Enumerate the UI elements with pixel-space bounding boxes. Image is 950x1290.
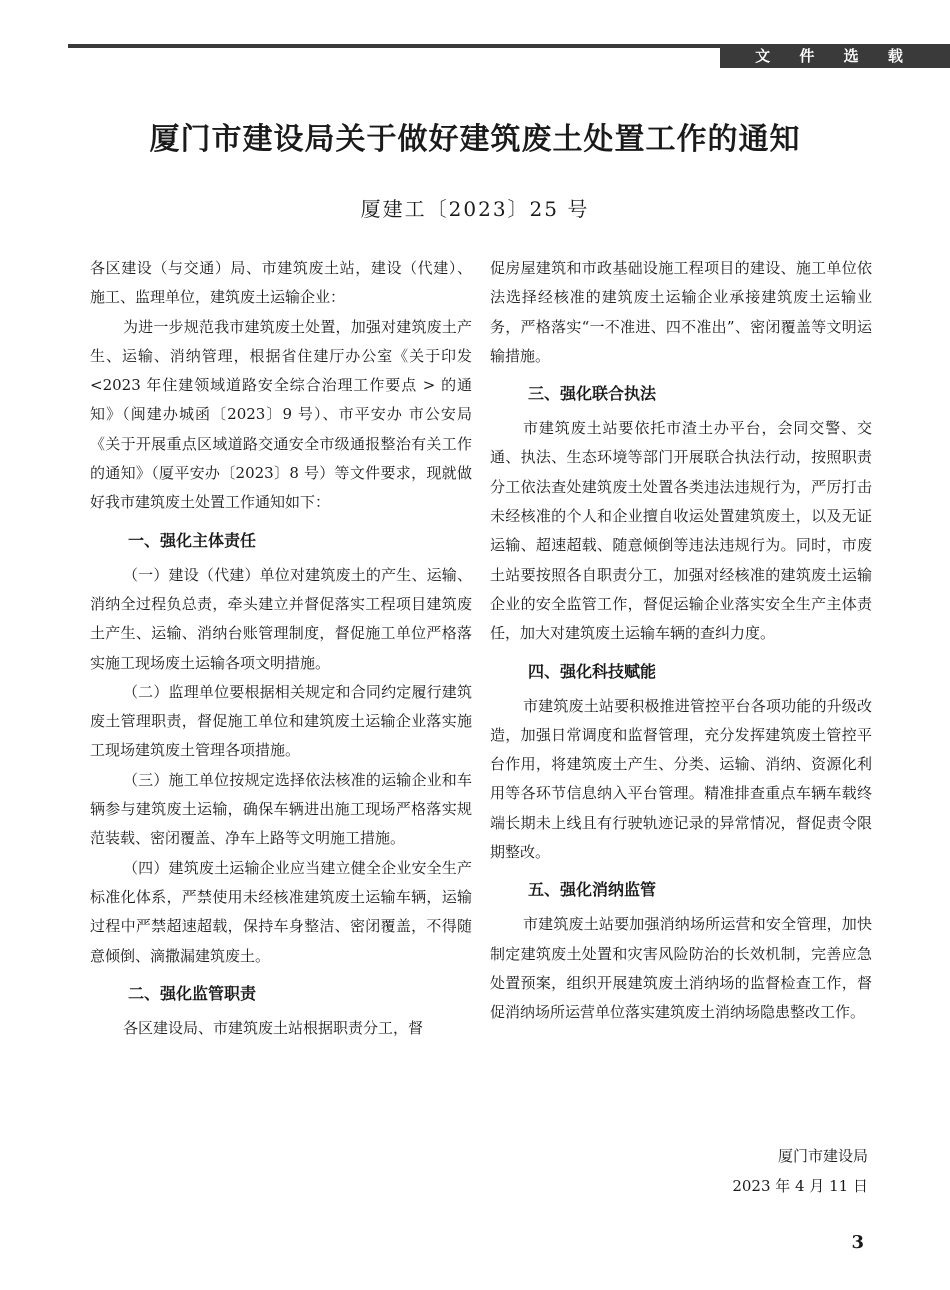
paragraph: （一）建设（代建）单位对建筑废土的产生、运输、消纳全过程负总责，牵头建立并督促落实工程项目建筑废土产生、运输、消纳台账管理制度，督促施工单位严格落实施工现场废土运输各项文明措施。 (90, 565, 472, 672)
section-heading-3: 三、强化联合执法 (528, 384, 657, 404)
section-heading-4: 四、强化科技赋能 (528, 661, 657, 681)
signature-organization: 厦门市建设局 (777, 1147, 868, 1165)
page-title: 厦门市建设局关于做好建筑废土处置工作的通知 (149, 122, 801, 157)
section-heading-5: 五、强化消纳监管 (528, 880, 657, 900)
paragraph: （三）施工单位按规定选择依法核准的运输企业和车辆参与建筑废土运输，确保车辆进出施工现场严格落实规范装载、密闭覆盖、净车上路等文明施工措施。 (90, 770, 472, 848)
section-heading-2: 二、强化监管职责 (128, 983, 257, 1003)
signature-date: 2023 年 4 月 11 日 (732, 1177, 868, 1195)
page-number: 3 (851, 1232, 864, 1253)
paragraph: 市建筑废土站要积极推进管控平台各项功能的升级改造，加强日常调度和监督管理，充分发挥建筑废土管控平台作用，将建筑废土产生、分类、运输、消纳、资源化利用等各环节信息纳入平台管理。精准排查重点车辆车载终端长期未上线且有行驶轨迹记录的异常情况，督促责令限期整改。 (490, 696, 872, 862)
paragraph: （四）建筑废土运输企业应当建立健全企业安全生产标准化体系，严禁使用未经核准建筑废土运输车辆，运输过程中严禁超速超载，保持车身整洁、密闭覆盖，不得随意倾倒、滴撒漏建筑废土。 (90, 858, 472, 965)
paragraph: 市建筑废土站要加强消纳场所运营和安全管理，加快制定建筑废土处置和灾害风险防治的长效机制，完善应急处置预案，组织开展建筑废土消纳场的监督检查工作，督促消纳场所运营单位落实建筑废土消纳场隐患整改工作。 (490, 915, 872, 1022)
section-heading-1: 一、强化主体责任 (128, 530, 257, 550)
salutation: 各区建设（与交通）局、市建筑废土站，建设（代建）、施工、监理单位，建筑废土运输企业： (90, 259, 472, 307)
document-number: 厦建工〔2023〕25 号 (360, 197, 590, 221)
section-tag: 文 件 选 载 (720, 44, 950, 68)
paragraph: 市建筑废土站要依托市渣土办平台，会同交警、交通、执法、生态环境等部门开展联合执法行动，按照职责分工依法查处建筑废土处置各类违法违规行为，严厉打击未经核准的个人和企业擅自收运处置建筑废土，以及无证运输、超速超载、随意倾倒等违法违规行为。同时，市废土站要按照各自职责分工，加强对经核准的建筑废土运输企业的安全监管工作，督促运输企业落实安全生产主体责任，加大对建筑废土运输车辆的查纠力度。 (490, 419, 872, 643)
paragraph: （二）监理单位要根据相关规定和合同约定履行建筑废土管理职责，督促施工单位和建筑废土运输企业落实施工现场建筑废土管理各项措施。 (90, 682, 472, 760)
left-column (90, 254, 472, 1043)
paragraph: 各区建设局、市建筑废土站根据职责分工，督 (123, 1018, 424, 1037)
intro-paragraph: 为进一步规范我市建筑废土处置，加强对建筑废土产生、运输、消纳管理，根据省住建厅办公室《关于印发 <2023 年住建领域道路安全综合治理工作要点 > 的通知》（闽建办城函〔2023〕9 号）、市平安办 市公安局《关于开展重点区域道路交通安全市级通报整治有关工作的通知》（厦平安办〔2023〕8 号）等文件要求，现就做好我市建筑废土处置工作通知如下： (90, 317, 472, 512)
right-column (490, 254, 872, 1028)
paragraph-continued: 促房屋建筑和市政基础设施工程项目的建设、施工单位依法选择经核准的建筑废土运输企业承接建筑废土运输业务，严格落实“一不准进、四不准出”、密闭覆盖等文明运输措施。 (490, 259, 872, 365)
